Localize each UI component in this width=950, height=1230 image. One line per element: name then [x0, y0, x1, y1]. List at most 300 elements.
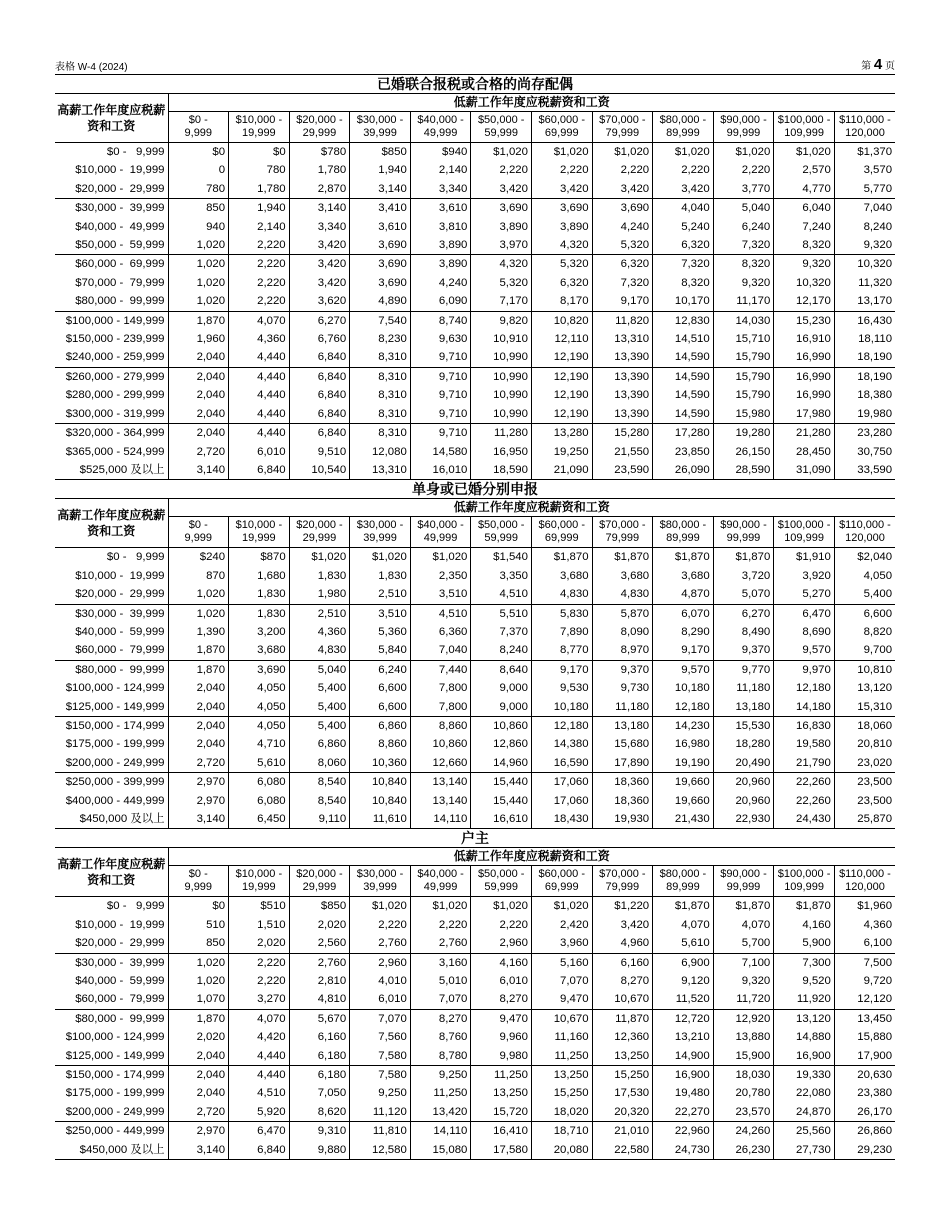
table-cell: 13,390	[592, 386, 653, 404]
table-cell: 8,780	[410, 1047, 471, 1066]
table-row	[55, 330, 895, 348]
table-cell: $1,020	[410, 548, 471, 567]
table-cell: 1,070	[168, 990, 229, 1009]
table-cell: 4,440	[229, 348, 290, 367]
table-cell: 1,870	[168, 1009, 229, 1028]
column-header: $60,000 - 69,999	[531, 866, 592, 897]
table-cell: 18,710	[531, 1122, 592, 1141]
table-cell: 2,220	[531, 161, 592, 179]
table-cell: 5,400	[834, 585, 895, 604]
table-row	[55, 754, 895, 773]
row-header: 高薪工作年度应税薪资和工资	[55, 94, 168, 143]
table-cell: 13,310	[350, 461, 411, 480]
table-cell: 2,020	[168, 1028, 229, 1046]
table-cell: 9,570	[774, 641, 835, 660]
table-cell: 10,180	[653, 679, 714, 697]
table-cell: 5,010	[410, 972, 471, 990]
table-cell: 2,760	[289, 953, 350, 972]
table-cell: 5,670	[289, 1009, 350, 1028]
table-cell: 1,830	[229, 585, 290, 604]
table-row	[55, 255, 895, 274]
table-cell: $850	[350, 143, 411, 162]
table-cell: 2,040	[168, 424, 229, 443]
table-cell: 4,890	[350, 292, 411, 311]
table-cell: 8,310	[350, 348, 411, 367]
table-cell: 2,140	[229, 218, 290, 236]
table-cell: 15,080	[410, 1141, 471, 1160]
table-cell: 9,520	[774, 972, 835, 990]
table-cell: 2,220	[471, 916, 532, 934]
table-cell: 15,440	[471, 792, 532, 810]
table-cell: 6,270	[289, 311, 350, 330]
table-cell: 11,180	[713, 679, 774, 697]
table-cell: 4,320	[531, 236, 592, 255]
table-cell: 8,270	[410, 1009, 471, 1028]
table-row	[55, 548, 895, 567]
table-cell: 1,020	[168, 274, 229, 292]
table-cell: 21,010	[592, 1122, 653, 1141]
table-cell: 17,060	[531, 792, 592, 810]
table-cell: 1,870	[168, 311, 229, 330]
table-cell: 12,190	[531, 348, 592, 367]
table-cell: 10,180	[531, 698, 592, 717]
table-cell: 10,170	[653, 292, 714, 311]
table-cell: 10,990	[471, 348, 532, 367]
table-cell: 12,190	[531, 386, 592, 404]
row-label: $100,000 - 124,999	[55, 1028, 168, 1046]
table-cell: 14,380	[531, 735, 592, 753]
row-label: $240,000 - 259,999	[55, 348, 168, 367]
table-cell: 14,880	[774, 1028, 835, 1046]
table-cell: 3,720	[713, 567, 774, 585]
table-cell: 9,470	[471, 1009, 532, 1028]
table-cell: $940	[410, 143, 471, 162]
table-cell: 2,420	[531, 916, 592, 934]
table-row	[55, 461, 895, 480]
section-title: 已婚联合报税或合格的尚存配偶	[377, 76, 573, 92]
table-cell: 8,270	[471, 990, 532, 1009]
table-cell: 6,180	[289, 1066, 350, 1085]
column-header: $30,000 - 39,999	[350, 517, 411, 548]
table-cell: 9,960	[471, 1028, 532, 1046]
row-label: $40,000 - 59,999	[55, 972, 168, 990]
table-cell: 2,960	[471, 934, 532, 953]
table-cell: 9,710	[410, 424, 471, 443]
table-cell: 7,800	[410, 679, 471, 697]
table-cell: $1,020	[410, 897, 471, 916]
table-cell: 20,960	[713, 773, 774, 792]
column-header: $80,000 - 89,999	[653, 866, 714, 897]
table-cell: 6,080	[229, 792, 290, 810]
page-suffix: 页	[885, 61, 895, 72]
table-cell: 13,880	[713, 1028, 774, 1046]
table-cell: 2,140	[410, 161, 471, 179]
row-label: $200,000 - 249,999	[55, 754, 168, 773]
column-header: $90,000 - 99,999	[713, 517, 774, 548]
table-cell: 4,050	[229, 716, 290, 735]
table-row	[55, 348, 895, 367]
table-cell: 6,840	[289, 348, 350, 367]
table-row	[55, 1122, 895, 1141]
table-cell: 21,790	[774, 754, 835, 773]
table-cell: 1,020	[168, 953, 229, 972]
column-header: $90,000 - 99,999	[713, 112, 774, 143]
table-cell: 5,360	[350, 623, 411, 641]
table-cell: 16,830	[774, 716, 835, 735]
row-label: $60,000 - 79,999	[55, 641, 168, 660]
table-cell: 11,870	[592, 1009, 653, 1028]
table-cell: $1,870	[774, 897, 835, 916]
table-cell: 0	[168, 161, 229, 179]
table-cell: $2,040	[857, 551, 893, 564]
table-cell: 11,250	[410, 1084, 471, 1102]
table-cell: 2,760	[410, 934, 471, 953]
table-cell: 6,010	[229, 443, 290, 461]
table-cell: 3,420	[653, 180, 714, 199]
table-cell: 6,100	[834, 934, 895, 953]
table-cell: 10,860	[471, 716, 532, 735]
table-cell: 26,150	[713, 443, 774, 461]
table-cell: 14,960	[471, 754, 532, 773]
table-cell: 1,780	[289, 161, 350, 179]
table-cell: 7,050	[289, 1084, 350, 1102]
table-cell: 12,080	[350, 443, 411, 461]
row-label: $125,000 - 149,999	[55, 1047, 168, 1066]
table-cell: 2,220	[229, 255, 290, 274]
table-cell: 11,280	[471, 424, 532, 443]
table-cell: 8,540	[289, 773, 350, 792]
table-row	[55, 810, 895, 829]
table-cell: 19,480	[653, 1084, 714, 1102]
table-cell: 23,380	[857, 1087, 893, 1100]
table-cell: 8,310	[350, 386, 411, 404]
table-cell: $1,020	[350, 548, 411, 567]
table-cell: 9,310	[289, 1122, 350, 1141]
column-header: $60,000 - 69,999	[531, 517, 592, 548]
table-cell: 3,690	[531, 199, 592, 218]
table-cell: 10,670	[592, 990, 653, 1009]
table-cell: 14,590	[653, 386, 714, 404]
table-cell: 11,250	[471, 1066, 532, 1085]
table-cell: 6,320	[592, 255, 653, 274]
table-cell: 5,320	[471, 274, 532, 292]
table-cell: 3,690	[350, 236, 411, 255]
table-cell: 8,240	[471, 641, 532, 660]
table-cell: 20,630	[857, 1069, 893, 1082]
table-cell: 12,180	[653, 698, 714, 717]
table-cell: 4,240	[410, 274, 471, 292]
table-cell: 4,710	[229, 735, 290, 753]
table-cell: 12,180	[531, 716, 592, 735]
table-cell: 5,510	[471, 604, 532, 623]
table-cell: 5,320	[592, 236, 653, 255]
row-label: $450,000 及以上	[55, 1141, 168, 1160]
table-cell: 10,320	[857, 258, 893, 271]
table-cell: 9,570	[653, 660, 714, 679]
table-row	[55, 1028, 895, 1046]
table-cell: 18,380	[857, 389, 893, 402]
table-cell: 3,510	[350, 604, 411, 623]
table-cell: 870	[168, 567, 229, 585]
table-cell: 6,240	[350, 660, 411, 679]
table-cell: 3,340	[410, 180, 471, 199]
table-cell: 5,920	[229, 1103, 290, 1122]
column-header: $30,000 - 39,999	[350, 866, 411, 897]
table-cell: 16,990	[774, 367, 835, 386]
table-cell: 14,110	[410, 1122, 471, 1141]
table-cell: 2,810	[289, 972, 350, 990]
table-row	[55, 990, 895, 1009]
table-cell: 17,890	[592, 754, 653, 773]
table-cell: 4,070	[713, 916, 774, 934]
table-cell: 1,020	[168, 585, 229, 604]
table-cell: 8,310	[350, 424, 411, 443]
table-cell: 11,920	[774, 990, 835, 1009]
table-cell: 4,510	[471, 585, 532, 604]
table-cell: $850	[289, 897, 350, 916]
table-cell: 13,420	[410, 1103, 471, 1122]
table-cell: 3,140	[350, 180, 411, 199]
table-cell: 7,320	[592, 274, 653, 292]
table-cell: 2,040	[168, 367, 229, 386]
table-cell: 18,020	[531, 1103, 592, 1122]
row-header: 高薪工作年度应税薪资和工资	[55, 848, 168, 897]
table-cell: 17,530	[592, 1084, 653, 1102]
table-cell: 22,260	[774, 773, 835, 792]
table-cell: 13,140	[410, 792, 471, 810]
table-cell: 14,580	[410, 443, 471, 461]
table-cell: 28,590	[713, 461, 774, 480]
table-cell: 2,570	[774, 161, 835, 179]
table-cell: 5,770	[834, 180, 895, 199]
row-label: $70,000 - 79,999	[55, 274, 168, 292]
table-cell: 14,590	[653, 405, 714, 424]
table-cell: 16,610	[471, 810, 532, 829]
table-cell: 10,860	[410, 735, 471, 753]
table-cell: 19,580	[774, 735, 835, 753]
table-cell: 3,420	[531, 180, 592, 199]
table-cell: 1,940	[229, 199, 290, 218]
table-cell: 11,610	[350, 810, 411, 829]
table-cell: 9,470	[531, 990, 592, 1009]
table-cell: 5,400	[289, 679, 350, 697]
table-cell: 13,390	[592, 405, 653, 424]
table-cell: 17,900	[834, 1047, 895, 1066]
table-cell: 8,320	[774, 236, 835, 255]
table-cell: 4,070	[229, 311, 290, 330]
column-group-title: 低薪工作年度应税薪资和工资	[168, 94, 895, 112]
column-group-title: 低薪工作年度应税薪资和工资	[168, 848, 895, 866]
table-cell: 2,510	[289, 604, 350, 623]
table-cell: 4,510	[229, 1084, 290, 1102]
table-row	[55, 934, 895, 953]
table-cell: 6,270	[713, 604, 774, 623]
table-cell: 4,070	[229, 1009, 290, 1028]
table-cell: 9,820	[471, 311, 532, 330]
table-cell: 6,840	[229, 461, 290, 480]
row-label: $175,000 - 199,999	[55, 735, 168, 753]
table-row	[55, 143, 895, 162]
column-header: $70,000 - 79,999	[592, 517, 653, 548]
table-cell: 4,320	[471, 255, 532, 274]
table-cell: 3,690	[471, 199, 532, 218]
table-row	[55, 623, 895, 641]
table-row	[55, 716, 895, 735]
table-cell: $870	[229, 548, 290, 567]
table-cell: 4,830	[531, 585, 592, 604]
row-label: $20,000 - 29,999	[55, 180, 168, 199]
table-cell: $1,870	[713, 548, 774, 567]
table-cell: 1,020	[168, 255, 229, 274]
table-cell: $1,020	[653, 143, 714, 162]
table-cell: 8,490	[713, 623, 774, 641]
table-cell: 11,170	[713, 292, 774, 311]
table-cell: 13,450	[857, 1012, 893, 1025]
table-cell: $1,220	[592, 897, 653, 916]
table-cell: $1,910	[774, 548, 835, 567]
table-cell: 13,140	[410, 773, 471, 792]
table-cell: 9,000	[471, 679, 532, 697]
column-header: $50,000 - 59,999	[471, 517, 532, 548]
table-cell: 5,610	[229, 754, 290, 773]
table-cell: 8,090	[592, 623, 653, 641]
table-cell: 8,310	[350, 405, 411, 424]
row-label: $80,000 - 99,999	[55, 660, 168, 679]
table-row	[55, 443, 895, 461]
column-header: $80,000 - 89,999	[653, 517, 714, 548]
table-cell: 1,830	[350, 567, 411, 585]
table-cell: 19,250	[531, 443, 592, 461]
table-cell: 3,340	[289, 218, 350, 236]
row-label: $250,000 - 449,999	[55, 1122, 168, 1141]
table-cell: 7,540	[350, 311, 411, 330]
column-header: $100,000 - 109,999	[774, 517, 835, 548]
table-cell: 3,420	[471, 180, 532, 199]
table-cell: 3,890	[471, 218, 532, 236]
table-cell: 6,860	[350, 716, 411, 735]
table-cell: 3,690	[229, 660, 290, 679]
table-cell: 4,160	[471, 953, 532, 972]
table-cell: 11,180	[592, 698, 653, 717]
table-row	[55, 1084, 895, 1102]
table-cell: 24,260	[713, 1122, 774, 1141]
table-cell: 9,530	[531, 679, 592, 697]
table-cell: 3,420	[289, 255, 350, 274]
table-cell: 10,990	[471, 367, 532, 386]
table-cell: 14,110	[410, 810, 471, 829]
table-cell: 6,840	[289, 367, 350, 386]
table-cell: 14,900	[653, 1047, 714, 1066]
table-cell: 2,040	[168, 1066, 229, 1085]
table-cell: 4,240	[592, 218, 653, 236]
table-cell: 15,310	[834, 698, 895, 717]
table-cell: 1,870	[168, 641, 229, 660]
table-cell: 3,420	[289, 236, 350, 255]
column-header: $40,000 - 49,999	[410, 866, 471, 897]
table-cell: 16,910	[774, 330, 835, 348]
table-cell: 3,420	[592, 180, 653, 199]
table-cell: 21,430	[653, 810, 714, 829]
table-row	[55, 1047, 895, 1066]
table-cell: 1,980	[289, 585, 350, 604]
table-cell: 24,870	[774, 1103, 835, 1122]
row-header: 高薪工作年度应税薪资和工资	[55, 499, 168, 548]
table-cell: 16,990	[774, 386, 835, 404]
table-row	[55, 897, 895, 916]
table-row	[55, 735, 895, 753]
table-cell: 6,760	[289, 330, 350, 348]
table-cell: 23,850	[653, 443, 714, 461]
table-cell: 12,360	[592, 1028, 653, 1046]
table-cell: 8,540	[289, 792, 350, 810]
table-cell: 2,020	[229, 934, 290, 953]
table-cell: 18,360	[592, 792, 653, 810]
table-cell: 850	[168, 199, 229, 218]
table-cell: 6,840	[289, 386, 350, 404]
page-number	[861, 56, 895, 73]
table-cell: 7,500	[863, 956, 893, 969]
table-cell: 2,220	[229, 292, 290, 311]
table-cell: 12,120	[834, 990, 895, 1009]
row-label: $320,000 - 364,999	[55, 424, 168, 443]
table-cell: 9,120	[653, 972, 714, 990]
table-cell: 3,770	[713, 180, 774, 199]
table-cell: 6,040	[774, 199, 835, 218]
table-cell: 4,440	[229, 386, 290, 404]
table-cell: 9,370	[713, 641, 774, 660]
table-cell: 3,510	[410, 585, 471, 604]
table-cell: 6,600	[350, 698, 411, 717]
table-cell: $240	[168, 548, 229, 567]
table-cell: $780	[289, 143, 350, 162]
table-cell: 7,240	[774, 218, 835, 236]
table-cell: 9,110	[289, 810, 350, 829]
table-cell: 9,510	[289, 443, 350, 461]
table-cell: 11,520	[653, 990, 714, 1009]
table-row	[55, 1009, 895, 1028]
table-cell: 23,020	[834, 754, 895, 773]
table-cell: 4,810	[289, 990, 350, 1009]
table-cell: 2,220	[229, 953, 290, 972]
withholding-table	[55, 93, 895, 480]
table-cell: 2,220	[410, 916, 471, 934]
table-cell: 5,040	[289, 660, 350, 679]
table-cell: 29,230	[834, 1141, 895, 1160]
table-cell: 12,830	[653, 311, 714, 330]
section-title: 单身或已婚分别申报	[412, 481, 538, 498]
row-label: $250,000 - 399,999	[55, 773, 168, 792]
table-cell: 2,020	[289, 916, 350, 934]
table-cell: 3,680	[592, 567, 653, 585]
table-cell: 2,220	[229, 972, 290, 990]
table-cell: 23,500	[857, 794, 893, 807]
table-cell: 15,250	[531, 1084, 592, 1102]
table-cell: 15,790	[713, 348, 774, 367]
column-header: $30,000 - 39,999	[350, 112, 411, 143]
table-cell: 14,510	[653, 330, 714, 348]
table-cell: 10,910	[471, 330, 532, 348]
table-cell: 2,350	[410, 567, 471, 585]
table-cell: 8,310	[350, 367, 411, 386]
table-cell: 17,980	[774, 405, 835, 424]
column-header: $60,000 - 69,999	[531, 112, 592, 143]
table-cell: 2,720	[168, 443, 229, 461]
column-header: $0 - 9,999	[168, 517, 229, 548]
table-cell: 8,270	[592, 972, 653, 990]
table-cell: 2,220	[471, 161, 532, 179]
table-row	[55, 311, 895, 330]
table-row	[55, 567, 895, 585]
